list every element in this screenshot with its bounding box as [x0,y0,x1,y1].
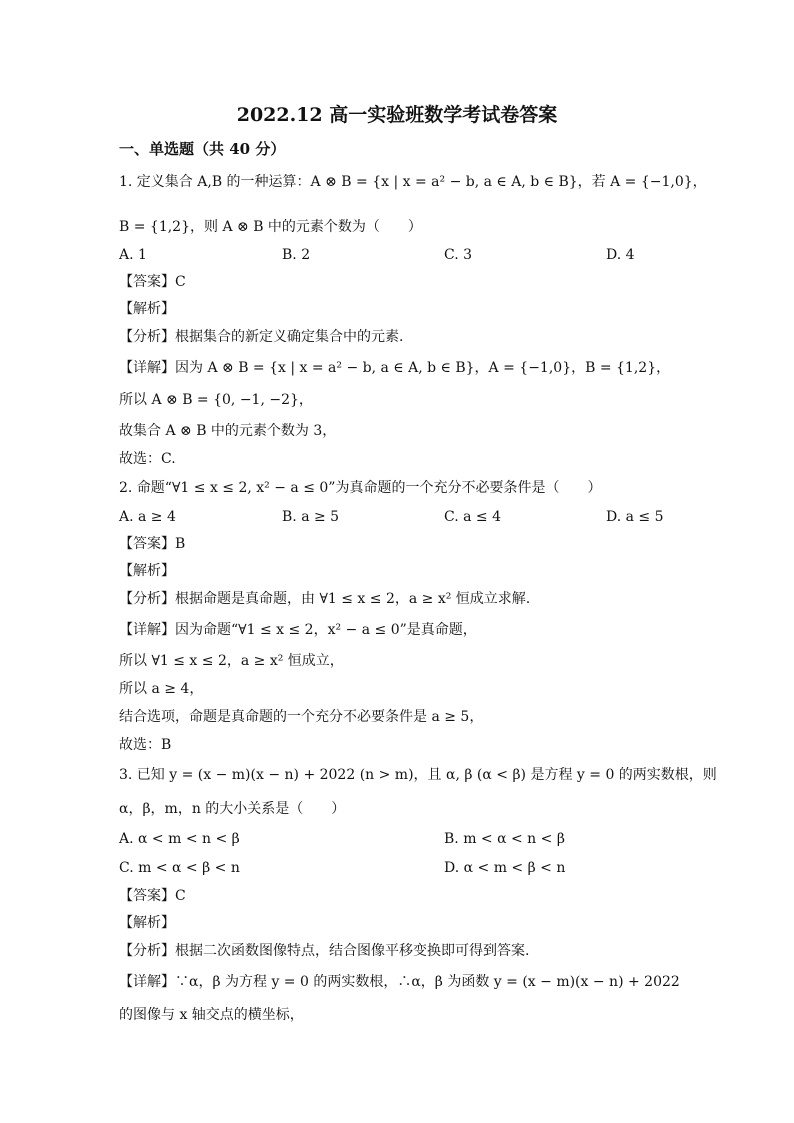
q2-option-d: D. a ≤ 5 [606,509,664,525]
q3-option-c: C. m < α < β < n [119,860,240,876]
q3-answer: 【答案】C [119,888,186,904]
q1-option-a: A. 1 [119,247,147,263]
q1-analysis-label: 【解析】 [119,301,175,317]
q1-option-d: D. 4 [606,247,635,263]
q1-step-3: 故选：C. [119,451,176,467]
q2-step-1: 所以 ∀1 ≤ x ≤ 2，a ≥ x² 恒成立， [119,653,344,669]
q3-option-b: B. m < α < n < β [444,831,565,847]
q1-option-c: C. 3 [444,247,473,263]
q3-xiangjie: 【详解】∵α，β 为方程 y = 0 的两实数根，∴α，β 为函数 y = (x − m)(x − n) + 2022 [119,974,680,990]
q3-option-d: D. α < m < β < n [444,860,566,876]
q2-step-2: 所以 a ≥ 4， [119,681,204,697]
q2-option-a: A. a ≥ 4 [119,509,176,525]
q1-option-b: B. 2 [282,247,311,263]
q1-step-2: 故集合 A ⊗ B 中的元素个数为 3， [119,423,337,439]
q1-fenxi: 【分析】根据集合的新定义确定集合中的元素. [119,329,404,345]
q3-fenxi: 【分析】根据二次函数图像特点，结合图像平移变换即可得到答案. [119,943,530,959]
q1-stem-line1: 1. 定义集合 A,B 的一种运算：A ⊗ B = {x | x = a² − b, a ∈ A, b ∈ B}，若 A = {−1,0}， [119,174,707,190]
q2-fenxi: 【分析】根据命题是真命题，由 ∀1 ≤ x ≤ 2，a ≥ x² 恒成立求解. [119,591,531,607]
q2-step-3: 结合选项，命题是真命题的一个充分不必要条件是 a ≥ 5， [119,709,484,725]
q1-stem-line2: B = {1,2}，则 A ⊗ B 中的元素个数为（ ） [119,219,422,235]
q3-stem-line1: 3. 已知 y = (x − m)(x − n) + 2022 (n > m)，且 α, β (α < β) 是方程 y = 0 的两实数根，则 [119,767,717,783]
q2-xiangjie: 【详解】因为命题“∀1 ≤ x ≤ 2，x² − a ≤ 0”是真命题， [119,622,477,638]
q3-step-1: 的图像与 x 轴交点的横坐标， [119,1007,304,1023]
q1-xiangjie: 【详解】因为 A ⊗ B = {x | x = a² − b, a ∈ A, b ∈ B}，A = {−1,0}，B = {1,2}， [119,360,671,376]
q1-answer: 【答案】C [119,274,186,290]
q2-analysis-label: 【解析】 [119,563,175,579]
page-title: 2022.12 高一实验班数学考试卷答案 [236,104,558,126]
q3-stem-line2: α，β，m，n 的大小关系是（ ） [119,801,346,817]
q2-stem: 2. 命题“∀1 ≤ x ≤ 2, x² − a ≤ 0”为真命题的一个充分不必要条件是（ ） [119,480,602,496]
q2-option-b: B. a ≥ 5 [282,509,340,525]
q2-answer: 【答案】B [119,536,186,552]
q2-option-c: C. a ≤ 4 [444,509,501,525]
q2-step-4: 故选：B [119,737,172,753]
q3-analysis-label: 【解析】 [119,915,175,931]
q3-option-a: A. α < m < n < β [119,831,240,847]
section-heading: 一、单选题（共 40 分） [119,140,286,158]
q1-step-1: 所以 A ⊗ B = {0, −1, −2}， [119,392,313,408]
